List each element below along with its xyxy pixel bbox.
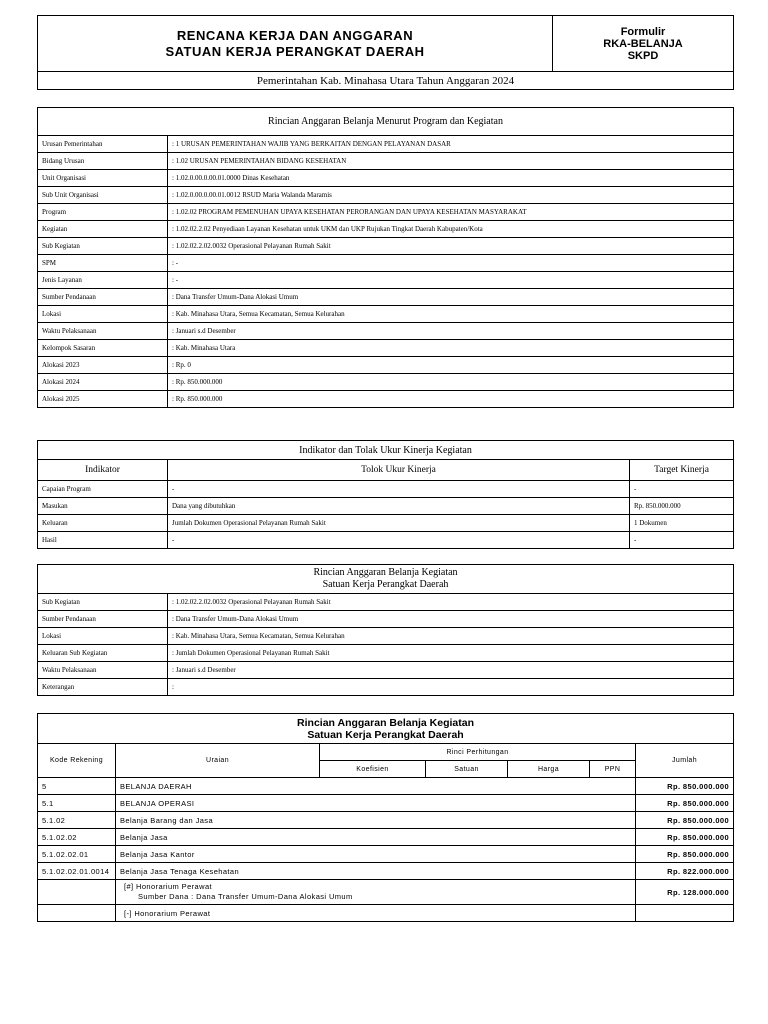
budget-row — [38, 863, 734, 880]
row-label: Sub Kegiatan — [38, 594, 168, 611]
cell-tolok-ukur: Jumlah Dokumen Operasional Pelayanan Rumah Sakit — [168, 515, 630, 532]
row-value: : Kab. Minahasa Utara, Semua Kecamatan, Semua Kelurahan — [168, 628, 734, 645]
program-row — [38, 306, 734, 323]
program-row — [38, 221, 734, 238]
row-label: Alokasi 2025 — [38, 391, 168, 408]
cell-uraian: Belanja Jasa Tenaga Kesehatan — [116, 863, 636, 880]
cell-tolok-ukur: - — [168, 532, 630, 549]
col-target: Target Kinerja — [630, 460, 734, 481]
rincian-row — [38, 594, 734, 611]
cell-target: - — [630, 481, 734, 498]
budget-row — [38, 812, 734, 829]
budget-title-line-2: Satuan Kerja Perangkat Daerah — [307, 728, 464, 741]
document-title — [38, 16, 553, 72]
form-line-1: Formulir — [620, 25, 666, 38]
cell-kode: 5.1.02.02 — [38, 829, 116, 846]
row-value: : Dana Transfer Umum-Dana Alokasi Umum — [168, 611, 734, 628]
cell-jumlah: Rp. 128.000.000 — [636, 880, 734, 905]
rincian-row — [38, 662, 734, 679]
row-value: : 1.02.02.2.02 Penyediaan Layanan Kesehatan untuk UKM dan UKP Rujukan Tingkat Daerah Kabupaten/Kota — [168, 221, 734, 238]
honor-1-line-2: Sumber Dana : Dana Transfer Umum-Dana Alokasi Umum — [138, 892, 353, 901]
cell-kode: 5.1.02.02.01 — [38, 846, 116, 863]
program-row — [38, 374, 734, 391]
row-label: Sub Unit Organisasi — [38, 187, 168, 204]
row-value: : — [168, 679, 734, 696]
row-label: Sumber Pendanaan — [38, 611, 168, 628]
row-value: : 1.02.02.2.02.0032 Operasional Pelayanan Rumah Sakit — [168, 594, 734, 611]
row-label: Keluaran Sub Kegiatan — [38, 645, 168, 662]
row-label: Program — [38, 204, 168, 221]
col-rinci-perhitungan: Rinci Perhitungan — [320, 744, 636, 761]
honor-1-line-1: [#] Honorarium Perawat — [124, 882, 213, 891]
cell-kode — [38, 905, 116, 922]
row-label: Bidang Urusan — [38, 153, 168, 170]
program-row — [38, 136, 734, 153]
cell-uraian: Belanja Jasa — [116, 829, 636, 846]
cell-jumlah: Rp. 850.000.000 — [636, 846, 734, 863]
program-row — [38, 289, 734, 306]
row-value: : - — [168, 255, 734, 272]
rincian-title-line-1: Rincian Anggaran Belanja Kegiatan — [313, 567, 458, 578]
cell-jumlah — [636, 905, 734, 922]
row-value: : Jumlah Dokumen Operasional Pelayanan Rumah Sakit — [168, 645, 734, 662]
row-value: : Rp. 850.000.000 — [168, 374, 734, 391]
col-ppn: PPN — [590, 761, 636, 778]
cell-kode: 5.1 — [38, 795, 116, 812]
program-row — [38, 340, 734, 357]
row-value: : Dana Transfer Umum-Dana Alokasi Umum — [168, 289, 734, 306]
col-uraian: Uraian — [116, 744, 320, 778]
kinerja-table — [37, 440, 734, 549]
row-value: : Januari s.d Desember — [168, 662, 734, 679]
kinerja-row — [38, 515, 734, 532]
document-subtitle: Pemerintahan Kab. Minahasa Utara Tahun Anggaran 2024 — [38, 72, 734, 90]
row-value: : 1.02 URUSAN PEMERINTAHAN BIDANG KESEHATAN — [168, 153, 734, 170]
row-value: : Januari s.d Desember — [168, 323, 734, 340]
cell-kode: 5.1.02 — [38, 812, 116, 829]
cell-tolok-ukur: - — [168, 481, 630, 498]
cell-target: - — [630, 532, 734, 549]
col-indikator: Indikator — [38, 460, 168, 481]
row-label: Waktu Pelaksanaan — [38, 323, 168, 340]
title-line-1: RENCANA KERJA DAN ANGGARAN — [176, 27, 414, 43]
cell-indikator: Capaian Program — [38, 481, 168, 498]
cell-uraian — [116, 905, 636, 922]
cell-jumlah: Rp. 850.000.000 — [636, 812, 734, 829]
rincian-table — [37, 564, 734, 696]
row-value: : Rp. 850.000.000 — [168, 391, 734, 408]
row-label: Sub Kegiatan — [38, 238, 168, 255]
row-label: SPM — [38, 255, 168, 272]
row-label: Waktu Pelaksanaan — [38, 662, 168, 679]
row-label: Alokasi 2023 — [38, 357, 168, 374]
rincian-row — [38, 628, 734, 645]
row-value: : Kab. Minahasa Utara — [168, 340, 734, 357]
form-line-3: SKPD — [627, 49, 659, 62]
row-label: Unit Organisasi — [38, 170, 168, 187]
budget-row-honor-1 — [38, 880, 734, 905]
row-label: Sumber Pendanaan — [38, 289, 168, 306]
cell-uraian: BELANJA OPERASI — [116, 795, 636, 812]
cell-uraian: Belanja Barang dan Jasa — [116, 812, 636, 829]
program-row — [38, 357, 734, 374]
cell-kode: 5 — [38, 778, 116, 795]
cell-uraian: Belanja Jasa Kantor — [116, 846, 636, 863]
program-row — [38, 255, 734, 272]
budget-title-line-1: Rincian Anggaran Belanja Kegiatan — [297, 716, 475, 729]
cell-indikator: Hasil — [38, 532, 168, 549]
col-koefisien: Koefisien — [320, 761, 426, 778]
col-kode-rekening: Kode Rekening — [38, 744, 116, 778]
kinerja-row — [38, 532, 734, 549]
row-value: : 1.02.0.00.0.00.01.0000 Dinas Kesehatan — [168, 170, 734, 187]
kinerja-row — [38, 498, 734, 515]
rincian-section-title — [38, 565, 734, 594]
budget-table — [37, 713, 734, 922]
budget-row — [38, 829, 734, 846]
cell-jumlah: Rp. 850.000.000 — [636, 829, 734, 846]
budget-row-honor-2 — [38, 905, 734, 922]
program-row — [38, 204, 734, 221]
row-label: Jenis Layanan — [38, 272, 168, 289]
form-code — [553, 16, 734, 72]
col-harga: Harga — [508, 761, 590, 778]
row-value: : 1.02.02 PROGRAM PEMENUHAN UPAYA KESEHATAN PERORANGAN DAN UPAYA KESEHATAN MASYARAKAT — [168, 204, 734, 221]
row-label: Urusan Pemerintahan — [38, 136, 168, 153]
title-line-2: SATUAN KERJA PERANGKAT DAERAH — [165, 43, 425, 59]
cell-uraian: BELANJA DAERAH — [116, 778, 636, 795]
budget-row — [38, 846, 734, 863]
form-line-2: RKA-BELANJA — [603, 37, 683, 50]
row-value: : 1 URUSAN PEMERINTAHAN WAJIB YANG BERKAITAN DENGAN PELAYANAN DASAR — [168, 136, 734, 153]
rincian-row — [38, 611, 734, 628]
cell-jumlah: Rp. 850.000.000 — [636, 778, 734, 795]
cell-indikator: Keluaran — [38, 515, 168, 532]
cell-tolok-ukur: Dana yang dibutuhkan — [168, 498, 630, 515]
row-value: : 1.02.02.2.02.0032 Operasional Pelayanan Rumah Sakit — [168, 238, 734, 255]
program-row — [38, 391, 734, 408]
kinerja-section-title: Indikator dan Tolak Ukur Kinerja Kegiatan — [38, 441, 734, 460]
row-value: : - — [168, 272, 734, 289]
cell-kode: 5.1.02.02.01.0014 — [38, 863, 116, 880]
program-row — [38, 170, 734, 187]
rincian-row — [38, 645, 734, 662]
program-row — [38, 238, 734, 255]
cell-indikator: Masukan — [38, 498, 168, 515]
program-row — [38, 323, 734, 340]
cell-uraian — [116, 880, 636, 905]
rincian-title-line-2: Satuan Kerja Perangkat Daerah — [322, 579, 449, 590]
row-label: Kelompok Sasaran — [38, 340, 168, 357]
row-value: : Kab. Minahasa Utara, Semua Kecamatan, Semua Kelurahan — [168, 306, 734, 323]
program-row — [38, 153, 734, 170]
program-table — [37, 107, 734, 408]
cell-jumlah: Rp. 850.000.000 — [636, 795, 734, 812]
program-row — [38, 272, 734, 289]
col-satuan: Satuan — [426, 761, 508, 778]
row-label: Lokasi — [38, 628, 168, 645]
cell-jumlah: Rp. 822.000.000 — [636, 863, 734, 880]
budget-row — [38, 778, 734, 795]
document-header — [37, 15, 734, 90]
kinerja-row — [38, 481, 734, 498]
rincian-row — [38, 679, 734, 696]
program-row — [38, 187, 734, 204]
row-label: Lokasi — [38, 306, 168, 323]
cell-target: 1 Dokumen — [630, 515, 734, 532]
row-label: Keterangan — [38, 679, 168, 696]
row-label: Alokasi 2024 — [38, 374, 168, 391]
row-label: Kegiatan — [38, 221, 168, 238]
budget-row — [38, 795, 734, 812]
col-jumlah: Jumlah — [636, 744, 734, 778]
row-value: : 1.02.0.00.0.00.01.0012 RSUD Maria Walanda Maramis — [168, 187, 734, 204]
cell-target: Rp. 850.000.000 — [630, 498, 734, 515]
col-tolok-ukur: Tolok Ukur Kinerja — [168, 460, 630, 481]
cell-kode — [38, 880, 116, 905]
program-section-title: Rincian Anggaran Belanja Menurut Program dan Kegiatan — [38, 108, 734, 136]
budget-section-title — [38, 714, 734, 744]
row-value: : Rp. 0 — [168, 357, 734, 374]
honor-2-line-1: [-] Honorarium Perawat — [124, 908, 211, 918]
